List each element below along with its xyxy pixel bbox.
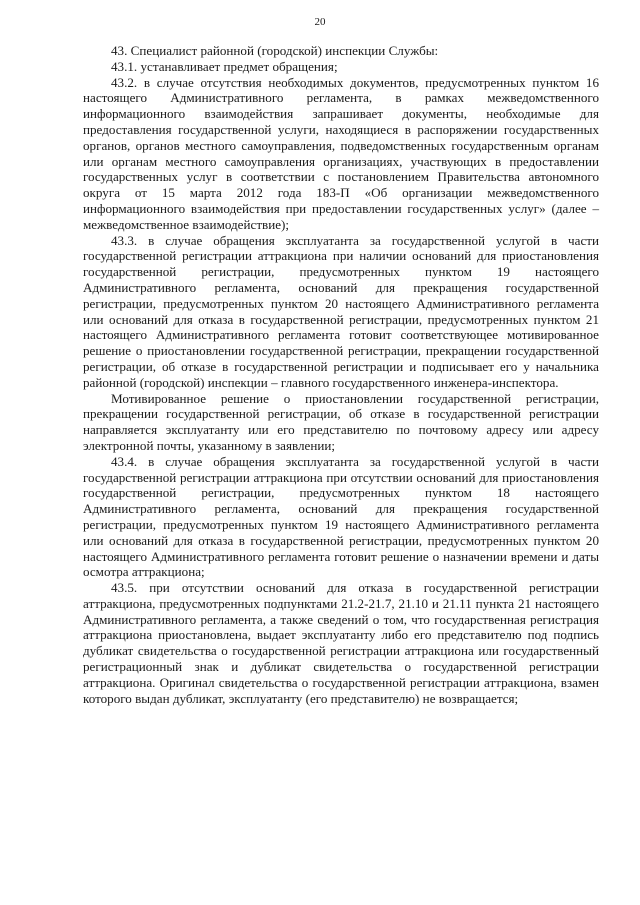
paragraph-43-2: 43.2. в случае отсутствия необходимых документов, предусмотренных пунктом 16 настоящего Административного регламента, в рамках межведомственного информационного взаимодействия запрашивает документы, необходимые для предоставления государственной услуги, находящиеся в распоряжении государственных органов, органов местного самоуправления, подведомственных государственным органам или органам местного самоуправления организациях, участвующих в предоставлении государственных услуг в соответствии с постановлением Правительства автономного округа от 15 марта 2012 года 183-П «Об организации межведомственного информационного взаимодействия при предоставлении государственных услуг» (далее – межведомственное взаимодействие); — [83, 74, 599, 232]
document-body — [83, 43, 599, 706]
paragraph-43: 43. Специалист районной (городской) инспекции Службы: — [111, 43, 439, 58]
paragraph-43-4: 43.4. в случае обращения эксплуатанта за государственной услугой в части государственной регистрации аттракциона при отсутствии оснований для приостановления государственной регистрации, предусмотренных пунктом 18 настоящего Административного регламента, оснований для прекращения государственной регистрации, предусмотренных пунктом 19 настоящего Административного регламента или оснований для отказа в государственной регистрации, предусмотренных пунктом 20 настоящего Административного регламента готовит решение о назначении времени и даты осмотра аттракциона; — [83, 453, 599, 580]
page-number: 20 — [314, 16, 326, 28]
paragraph-43-3-notice: Мотивированное решение о приостановлении государственной регистрации, прекращении государственной регистрации, об отказе в государственной регистрации направляется эксплуатанту или его представителю по почтовому адресу или адресу электронной почты, указанному в заявлении; — [83, 390, 599, 453]
paragraph-43-5: 43.5. при отсутствии оснований для отказа в государственной регистрации аттракциона, предусмотренных подпунктами 21.2-21.7, 21.10 и 21.11 пункта 21 настоящего Административного регламента, а также сведений о том, что государственная регистрация аттракциона приостановлена, выдает эксплуатанту либо его представителю под подпись дубликат свидетельства о государственной регистрации аттракциона или государственный регистрационный знак и дубликат свидетельства о государственной регистрации аттракциона. Оригинал свидетельства о государственной регистрации аттракциона, взамен которого выдан дубликат, эксплуатанту (его представителю) не возвращается; — [83, 580, 599, 706]
paragraph-43-3: 43.3. в случае обращения эксплуатанта за государственной услугой в части государственной регистрации аттракциона при наличии оснований для приостановления государственной регистрации, предусмотренных пунктом 19 настоящего Административного регламента, оснований для прекращения государственной регистрации, предусмотренных пунктом 20 настоящего Административного регламента или оснований для отказа в государственной регистрации, предусмотренных пунктом 21 настоящего Административного регламента готовит соответствующее мотивированное решение о приостановлении государственной регистрации, прекращении государственной регистрации, об отказе в государственной регистрации и подписывает его у начальника районной (городской) инспекции – главного государственного инженера-инспектора. — [83, 232, 599, 390]
paragraph-43-1: 43.1. устанавливает предмет обращения; — [111, 58, 338, 74]
